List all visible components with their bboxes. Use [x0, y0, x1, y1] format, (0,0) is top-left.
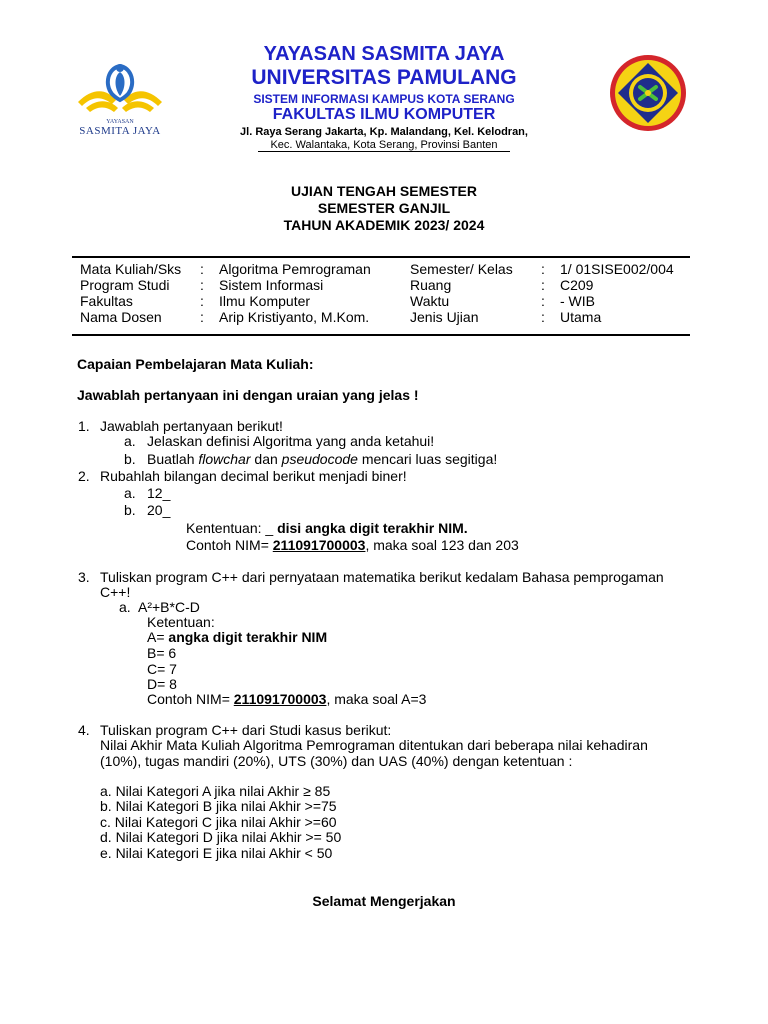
instruction-text: Jawablah pertanyaan ini dengan uraian yang jelas !: [77, 387, 419, 403]
exam-title-line-3: TAHUN AKADEMIK 2023/ 2024: [283, 217, 485, 233]
category-item: a. Nilai Kategori A jika nilai Akhir ≥ 85: [100, 783, 331, 799]
example-text: [186, 537, 519, 553]
info-label-room: Ruang: [410, 277, 452, 293]
foundation-emblem-icon: [72, 58, 168, 118]
exam-title-line-2: SEMESTER GANJIL: [317, 200, 451, 216]
info-label-course: Mata Kuliah/Sks: [80, 261, 182, 277]
text-italic: flowchar: [198, 451, 251, 467]
info-label-program: Program Studi: [80, 277, 170, 293]
text-bold: angka digit terakhir NIM: [168, 629, 328, 645]
text-segment: Contoh NIM=: [147, 691, 234, 707]
category-item: d. Nilai Kategori D jika nilai Akhir >= 50: [100, 829, 342, 845]
info-colon: :: [200, 293, 204, 309]
address-line-1: Jl. Raya Serang Jakarta, Kp. Malandang, Kel. Kelodran,: [240, 126, 528, 138]
info-label-lecturer: Nama Dosen: [80, 309, 162, 325]
subquestion-label: a.: [124, 485, 136, 501]
info-bottom-border: [72, 334, 690, 336]
foundation-title: YAYASAN SASMITA JAYA: [263, 43, 505, 65]
text-bold: disi angka digit terakhir NIM.: [277, 520, 468, 536]
info-colon: :: [541, 309, 545, 325]
subquestion-label: b.: [124, 502, 136, 518]
address-line-2: Kec. Walantaka, Kota Serang, Provinsi Banten: [270, 139, 498, 151]
info-value-course: Algoritma Pemrograman: [219, 261, 371, 277]
logo-small-text: YAYASAN: [106, 119, 134, 125]
university-seal-icon: [608, 53, 688, 133]
subquestion-label: b.: [124, 451, 136, 467]
subquestion-label: a.: [119, 599, 131, 615]
header-divider: [258, 151, 510, 152]
info-colon: :: [200, 309, 204, 325]
formula-text: A²+B*C-D: [138, 599, 200, 615]
info-value-room: C209: [560, 277, 594, 293]
exam-title-line-1: UJIAN TENGAH SEMESTER: [291, 183, 477, 199]
text-segment: dan: [250, 451, 282, 467]
info-label-time: Waktu: [410, 293, 450, 309]
text-segment: , maka soal 123 dan 203: [365, 537, 519, 553]
text-segment: A=: [147, 629, 169, 645]
university-seal: [608, 53, 688, 133]
category-item: e. Nilai Kategori E jika nilai Akhir < 50: [100, 845, 333, 861]
info-label-exam-type: Jenis Ujian: [410, 309, 479, 325]
variable-c: C= 7: [147, 661, 177, 677]
category-item: c. Nilai Kategori C jika nilai Akhir >=60: [100, 814, 337, 830]
example-text: [147, 691, 426, 707]
info-top-border: [72, 256, 690, 258]
campus-title: SISTEM INFORMASI KAMPUS KOTA SERANG: [253, 92, 515, 106]
logo-name: SASMITA JAYA: [79, 125, 161, 137]
example-nim: 211091700003: [272, 537, 366, 553]
text-segment: Contoh NIM=: [186, 537, 273, 553]
subquestion-text: [147, 451, 497, 467]
info-label-semester: Semester/ Kelas: [410, 261, 513, 277]
faculty-title: FAKULTAS ILMU KOMPUTER: [272, 106, 496, 123]
university-title: UNIVERSITAS PAMULANG: [251, 66, 517, 89]
question-number: 2.: [78, 468, 90, 484]
question-text: Tuliskan program C++ dari Studi kasus berikut:: [100, 722, 392, 738]
variable-b: B= 6: [147, 645, 177, 661]
info-colon: :: [541, 293, 545, 309]
info-colon: :: [541, 277, 545, 293]
text-segment: mencari luas segitiga!: [357, 451, 498, 467]
info-value-exam-type: Utama: [560, 309, 602, 325]
info-colon: :: [200, 277, 204, 293]
rule-text: [186, 520, 468, 536]
info-label-faculty: Fakultas: [80, 293, 133, 309]
info-value-faculty: Ilmu Komputer: [219, 293, 311, 309]
subquestion-label: a.: [124, 433, 136, 449]
info-value-program: Sistem Informasi: [219, 277, 324, 293]
case-description: (10%), tugas mandiri (20%), UTS (30%) dan UAS (40%) dengan ketentuan :: [100, 753, 573, 769]
question-number: 1.: [78, 418, 90, 434]
text-segment: , maka soal A=3: [326, 691, 427, 707]
learning-outcome-heading: Capaian Pembelajaran Mata Kuliah:: [77, 356, 314, 372]
info-colon: :: [200, 261, 204, 277]
question-text: Tuliskan program C++ dari pernyataan matematika berikut kedalam Bahasa pemprogaman: [100, 569, 664, 585]
question-text: Jawablah pertanyaan berikut!: [100, 418, 283, 434]
example-nim: 211091700003: [233, 691, 327, 707]
subquestion-text: 12_: [147, 485, 171, 501]
sasmita-jaya-logo: [72, 58, 168, 138]
info-colon: :: [541, 261, 545, 277]
variable-a: [147, 629, 327, 645]
question-text-continued: C++!: [100, 584, 131, 600]
info-value-semester: 1/ 01SISE002/004: [560, 261, 674, 277]
question-number: 3.: [78, 569, 90, 585]
text-italic: pseudocode: [281, 451, 358, 467]
text-segment: Kententuan: _: [186, 520, 278, 536]
variable-d: D= 8: [147, 676, 177, 692]
case-description: Nilai Akhir Mata Kuliah Algoritma Pemrograman ditentukan dari beberapa nilai kehadiran: [100, 737, 648, 753]
subquestion-text: 20_: [147, 502, 171, 518]
info-value-time: - WIB: [560, 293, 595, 309]
subquestion-text: Jelaskan definisi Algoritma yang anda ketahui!: [147, 433, 435, 449]
closing-text: Selamat Mengerjakan: [312, 893, 456, 909]
info-value-lecturer: Arip Kristiyanto, M.Kom.: [219, 309, 370, 325]
question-text: Rubahlah bilangan decimal berikut menjadi biner!: [100, 468, 407, 484]
category-item: b. Nilai Kategori B jika nilai Akhir >=75: [100, 798, 337, 814]
question-number: 4.: [78, 722, 90, 738]
rule-heading: Ketentuan:: [147, 614, 215, 630]
text-segment: Buatlah: [147, 451, 199, 467]
